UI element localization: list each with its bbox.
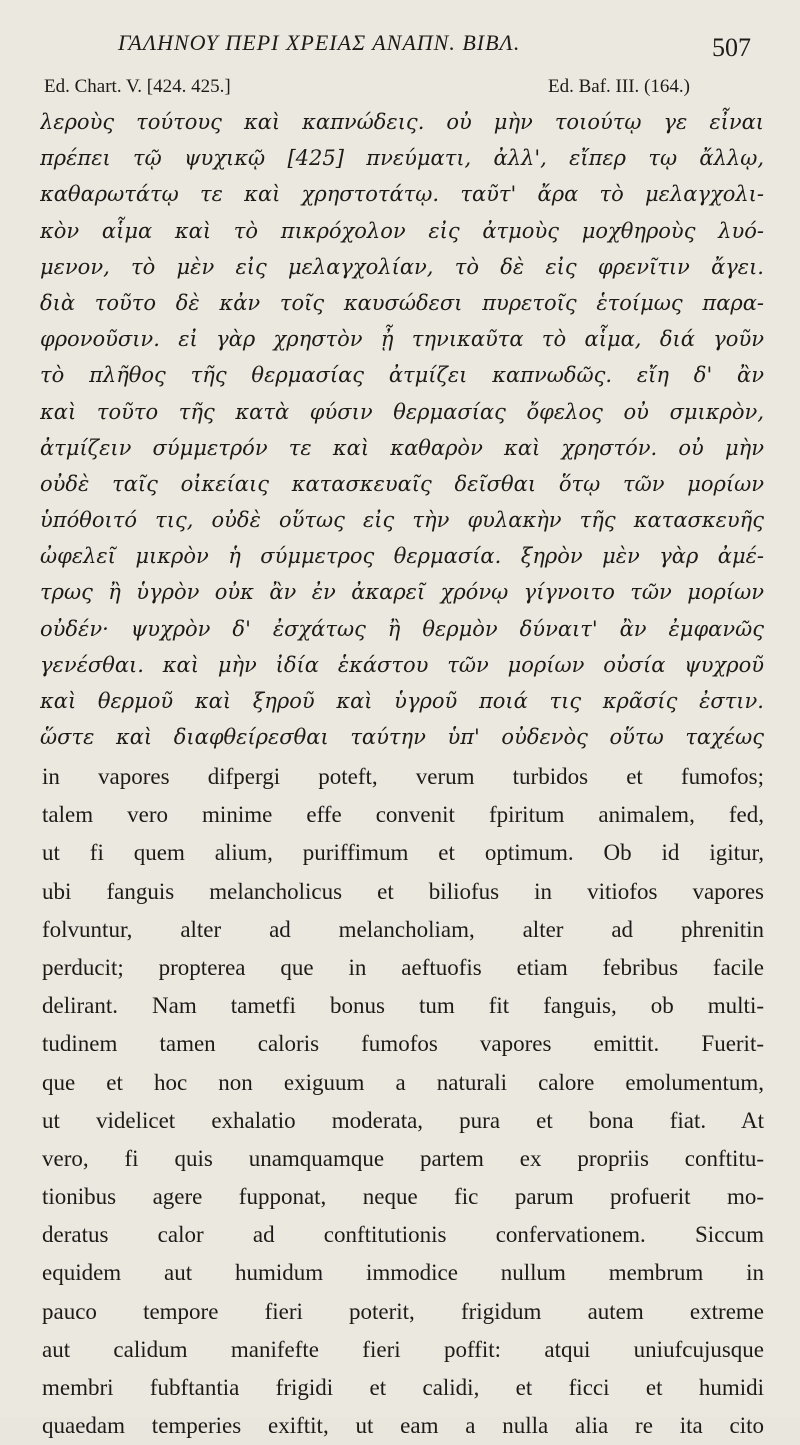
running-title: ΓΑΛΗΝΟΥ ΠΕΡΙ ΧΡΕΙΑΣ ΑΝΑΠΝ. ΒΙΒΛ. <box>118 30 521 55</box>
latin-line: ubi fanguis melancholicus et biliofus in vitiofos vapores <box>42 878 764 904</box>
latin-line: pauco tempore fieri poterit, frigidum autem extreme <box>42 1298 764 1324</box>
latin-line: vero, fi quis unamquamque partem ex propriis conftitu- <box>42 1145 764 1171</box>
latin-line: deratus calor ad conftitutionis confervationem. Siccum <box>42 1222 764 1248</box>
greek-line: οὐδὲ ταῖς οἰκείαις κατασκευαῖς δεῖσθαι ὅτῳ τῶν μορίων <box>40 471 764 496</box>
latin-line: equidem aut humidum immodice nullum membrum in <box>42 1260 764 1286</box>
greek-line: γενέσθαι. καὶ μὴν ἰδία ἑκάστου τῶν μορίων οὐσία ψυχροῦ <box>40 652 764 677</box>
greek-line: μενον, τὸ μὲν εἰς μελαγχολίαν, τὸ δὲ εἰς φρενῖτιν ἄγει. <box>40 254 764 279</box>
greek-line: ὑπόθοιτό τις, οὐδὲ οὕτως εἰς τὴν φυλακὴν τῆς κατασκευῆς <box>40 508 764 533</box>
page-number: 507 <box>712 33 751 62</box>
latin-line: ut videlicet exhalatio moderata, pura et bona fiat. At <box>42 1107 764 1133</box>
latin-line: ut fi quem alium, puriffimum et optimum. Ob id igitur, <box>42 840 764 866</box>
greek-line: ὥστε καὶ διαφθείρεσθαι ταύτην ὑπ' οὐδενὸς οὕτω ταχέως <box>40 725 764 750</box>
latin-line: delirant. Nam tametfi bonus tum fit fanguis, ob multi- <box>42 993 764 1019</box>
greek-line: ὠφελεῖ μικρὸν ἡ σύμμετρος θερμασία. ξηρὸν μὲν γὰρ ἀμέ- <box>40 544 764 569</box>
greek-line: τὸ πλῆθος τῆς θερμασίας ἀτμίζει καπνωδῶς. εἴη δ' ἂν <box>40 363 764 388</box>
greek-line: καὶ θερμοῦ καὶ ξηροῦ καὶ ὑγροῦ ποιά τις κρᾶσίς ἐστιν. <box>40 689 764 713</box>
latin-line: tionibus agere fupponat, neque fic parum profuerit mo- <box>42 1184 764 1210</box>
greek-line: πρέπει τῷ ψυχικῷ [425] πνεύματι, ἀλλ', εἴπερ τῳ ἄλλῳ, <box>40 146 764 171</box>
greek-line: κὸν αἷμα καὶ τὸ πικρόχολον εἰς ἀτμοὺς μοχθηροὺς λυό- <box>40 218 764 243</box>
latin-line: membri fubftantia frigidi et calidi, et ficci et humidi <box>42 1375 764 1400</box>
greek-line: οὐδέν· ψυχρὸν δ' ἐσχάτως ἢ θερμὸν δύναιτ' ἂν ἐμφανῶς <box>40 616 764 641</box>
greek-line: φρονοῦσιν. εἰ γὰρ χρηστὸν ᾖ τηνικαῦτα τὸ αἷμα, διά γοῦν <box>40 327 764 352</box>
greek-line: καθαρωτάτῳ τε καὶ χρηστοτάτῳ. ταῦτ' ἄρα τὸ μελαγχολι- <box>40 182 764 207</box>
greek-line: ἀτμίζειν σύμμετρόν τε καὶ καθαρὸν καὶ χρηστόν. οὐ μὴν <box>40 435 764 460</box>
latin-line: aut calidum manifefte fieri poffit: atqui uniufcujusque <box>42 1336 764 1362</box>
latin-line: talem vero minime effe convenit fpiritum animalem, fed, <box>42 802 764 828</box>
greek-line: λεροὺς τούτους καὶ καπνώδεις. οὐ μὴν τοιούτῳ γε εἶναι <box>40 110 764 134</box>
latin-line: perducit; propterea que in aeftuofis etiam febribus facile <box>42 954 764 980</box>
latin-line: in vapores difpergi poteft, verum turbidos et fumofos; <box>42 764 764 789</box>
edition-reference-left: Ed. Chart. V. [424. 425.] <box>44 76 231 97</box>
latin-line: folvuntur, alter ad melancholiam, alter ad phrenitin <box>42 916 764 942</box>
edition-reference-right: Ed. Baf. III. (164.) <box>548 76 690 97</box>
greek-line: καὶ τοῦτο τῆς κατὰ φύσιν θερμασίας ὄφελος οὐ σμικρὸν, <box>40 399 764 424</box>
latin-line: tudinem tamen caloris fumofos vapores emittit. Fuerit- <box>42 1031 764 1057</box>
latin-text-block <box>42 758 764 1445</box>
latin-line: que et hoc non exiguum a naturali calore emolumentum, <box>42 1069 764 1095</box>
greek-line: διὰ τοῦτο δὲ κἀν τοῖς καυσώδεσι πυρετοῖς ἑτοίμως παρα- <box>40 290 764 315</box>
latin-line: quaedam temperies exiftit, ut eam a nulla alia re ita cito <box>42 1413 764 1439</box>
greek-line: τρως ἢ ὑγρὸν οὐκ ἂν ἐν ἀκαρεῖ χρόνῳ γίγνοιτο τῶν μορίων <box>40 580 764 605</box>
greek-text-block <box>40 104 764 755</box>
